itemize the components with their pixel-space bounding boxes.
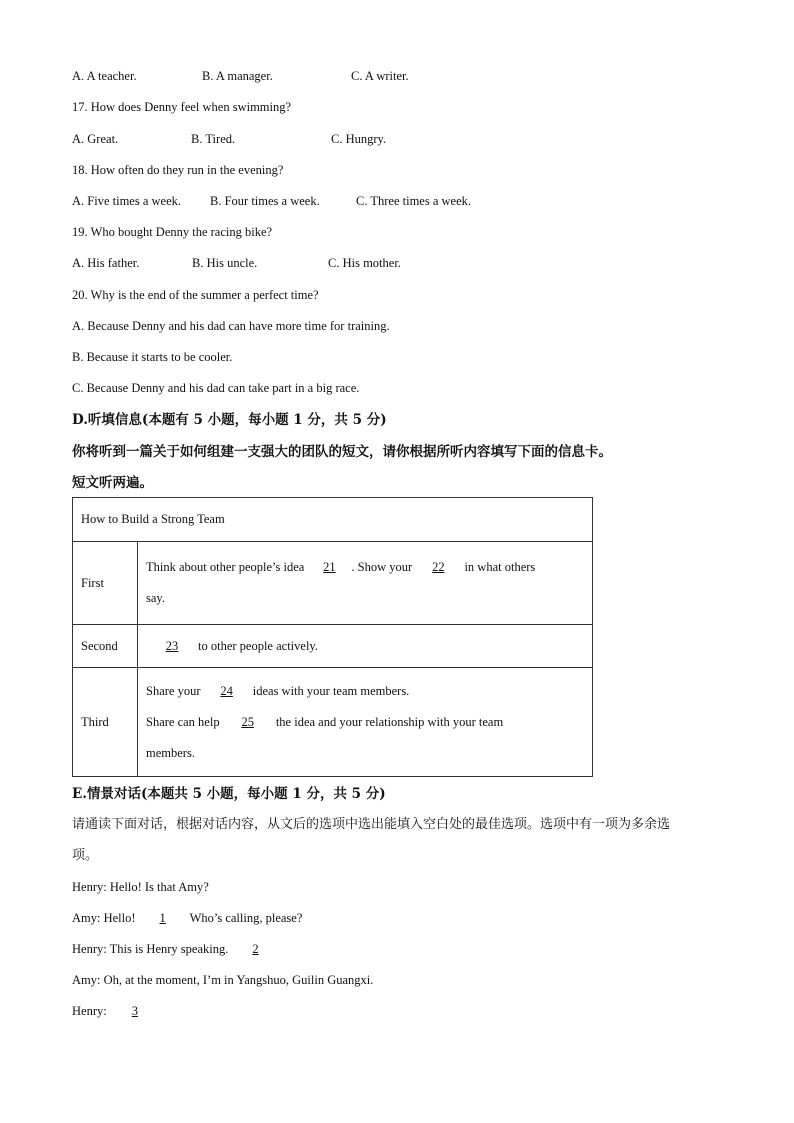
- dialogue-line-2-pre: Amy: Hello!: [72, 911, 139, 925]
- q20-question: 20. Why is the end of the summer a perfect time?: [72, 288, 319, 302]
- q19-option-a: A. His father.: [72, 256, 140, 270]
- q20-option-a: A. Because Denny and his dad can have more time for training.: [72, 319, 390, 333]
- dialogue-blank-3: 3: [131, 1004, 138, 1018]
- dialogue-line-5: [72, 1003, 160, 1019]
- q18-question: 18. How often do they run in the evening?: [72, 163, 284, 177]
- first-text-c: in what others: [461, 560, 536, 574]
- table-row-second: [73, 625, 593, 668]
- dialogue-line-3-pre: Henry: This is Henry speaking.: [72, 942, 232, 956]
- q17-option-c: C. Hungry.: [331, 132, 387, 146]
- third-text-d: the idea and your relationship with your team: [272, 714, 504, 729]
- dialogue-line-3: [72, 941, 279, 957]
- q19-option-b: B. His uncle.: [192, 256, 258, 270]
- row-label-first: First: [73, 542, 138, 625]
- third-line-1: [146, 676, 584, 707]
- row-content-second: [138, 625, 593, 668]
- table-title: How to Build a Strong Team: [73, 498, 593, 542]
- dialogue-line-1: Henry: Hello! Is that Amy?: [72, 880, 209, 894]
- table-row-first: [73, 542, 593, 625]
- third-line-3: members.: [146, 745, 195, 760]
- section-e-heading: E.情景对话(本题共 5 小题，每小题 1 分，共 5 分): [72, 786, 386, 802]
- dialogue-line-5-pre: Henry:: [72, 1004, 110, 1018]
- dialogue-blank-1: 1: [159, 911, 166, 925]
- blank-22: 22: [432, 560, 445, 574]
- dialogue-line-2-post: Who’s calling, please?: [186, 911, 303, 925]
- q18-option-c: C. Three times a week.: [356, 194, 472, 208]
- third-text-a: Share your: [146, 683, 204, 698]
- q19-question: 19. Who bought Denny the racing bike?: [72, 225, 273, 239]
- q20-option-c: C. Because Denny and his dad can take part in a big race.: [72, 381, 360, 395]
- q17-option-b: B. Tired.: [191, 132, 236, 146]
- dialogue-line-4: Amy: Oh, at the moment, I’m in Yangshuo, Guilin Guangxi.: [72, 973, 374, 987]
- info-card-table: [72, 497, 593, 777]
- table-title-row: [73, 498, 593, 542]
- section-d-instruction: 你将听到一篇关于如何组建一支强大的团队的短文，请你根据所听内容填写下面的信息卡。: [72, 444, 612, 460]
- q17-question: 17. How does Denny feel when swimming?: [72, 100, 292, 114]
- q20-option-b: B. Because it starts to be cooler.: [72, 350, 233, 364]
- first-line-1: [146, 552, 584, 583]
- q16-option-c: C. A writer.: [351, 69, 409, 83]
- section-e-instruction: 请通读下面对话，根据对话内容，从文后的选项中选出能填入空白处的最佳选项。选项中有一项为多余选: [72, 817, 671, 832]
- section-d-instruction-2: 短文听两遍。: [72, 475, 153, 491]
- q17-option-a: A. Great.: [72, 132, 119, 146]
- third-line-2: [146, 707, 584, 738]
- table-row-third: [73, 668, 593, 777]
- q19-option-c: C. His mother.: [328, 256, 401, 270]
- first-line-2: say.: [146, 591, 165, 605]
- blank-25: 25: [241, 714, 254, 729]
- section-d-heading: D.听填信息(本题有 5 小题，每小题 1 分，共 5 分): [72, 412, 387, 428]
- q16-option-a: A. A teacher.: [72, 69, 137, 83]
- section-e-instruction-2: 项。: [72, 848, 99, 863]
- q18-option-b: B. Four times a week.: [210, 194, 320, 208]
- third-text-c: Share can help: [146, 714, 223, 729]
- first-text-a: Think about other people’s idea: [146, 560, 308, 574]
- third-text-b: ideas with your team members.: [249, 683, 410, 698]
- blank-21: 21: [323, 560, 336, 574]
- dialogue-blank-2: 2: [252, 942, 259, 956]
- row-content-first: [138, 542, 593, 625]
- row-label-third: Third: [73, 668, 138, 777]
- row-label-second: Second: [73, 625, 138, 668]
- row-content-third: [138, 668, 593, 777]
- q18-option-a: A. Five times a week.: [72, 194, 182, 208]
- second-text: to other people actively.: [198, 638, 318, 653]
- blank-24: 24: [220, 683, 233, 698]
- first-text-b: . Show your: [351, 560, 416, 574]
- dialogue-line-2: [72, 910, 302, 926]
- blank-23: 23: [165, 638, 179, 653]
- q16-option-b: B. A manager.: [202, 69, 273, 83]
